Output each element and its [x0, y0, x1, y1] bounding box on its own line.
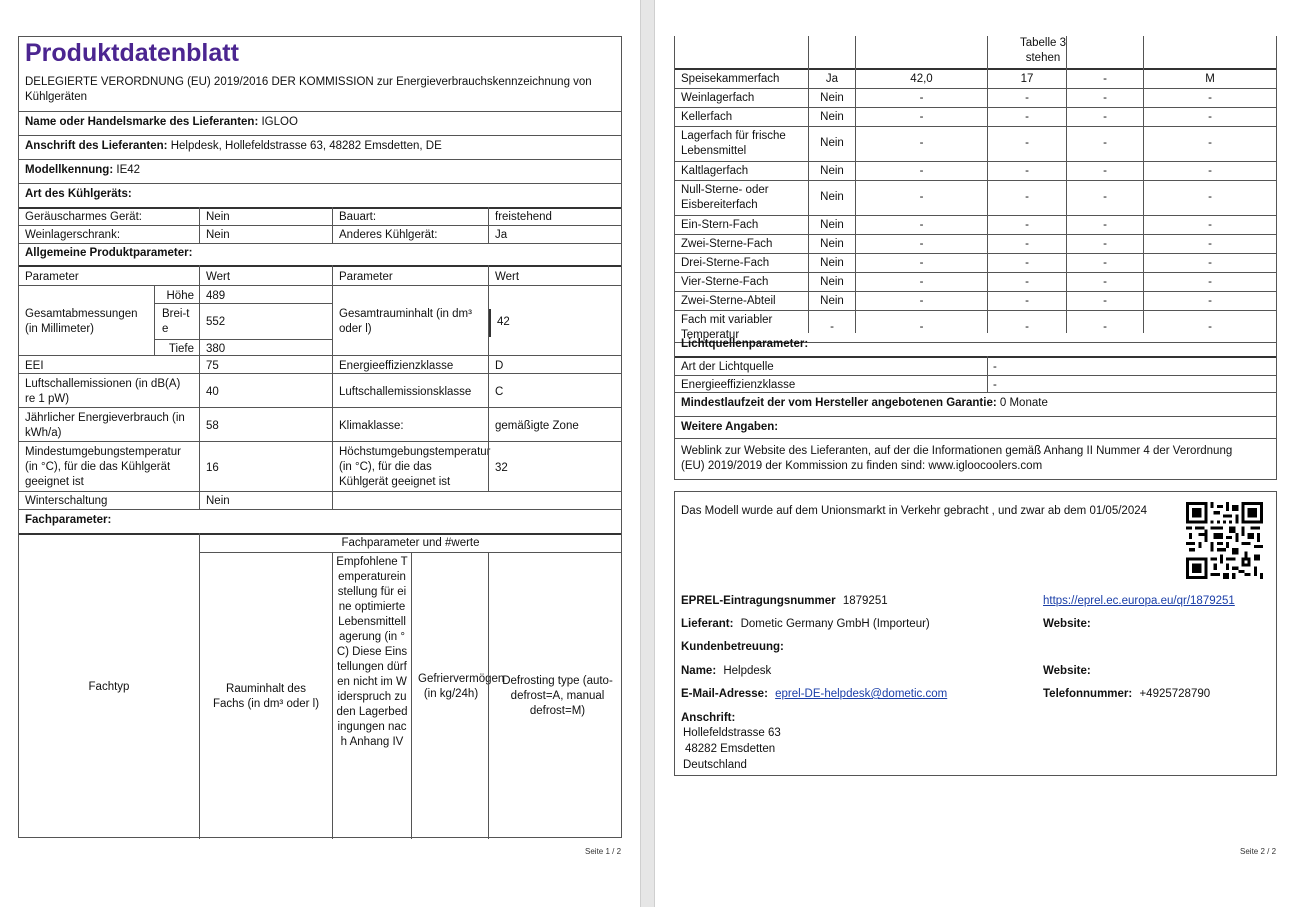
- light-row-2-label: Energieeffizienzklasse: [681, 379, 796, 391]
- fach-row-temp: -: [1025, 295, 1029, 307]
- supplier-value: IGLOO: [261, 116, 298, 128]
- type-row-2-label-1: Weinlagerschrank:: [25, 229, 121, 241]
- fach-row-temp: -: [1025, 92, 1029, 104]
- page-number-1: Seite 1 / 2: [585, 847, 622, 856]
- param-row-eei-label-2: Energieeffizienzklasse: [339, 360, 454, 372]
- website-label: Website:: [1043, 618, 1091, 630]
- fach-row-gef: -: [1103, 165, 1107, 177]
- param-row-energy-value-2: gemäßigte Zone: [495, 420, 579, 432]
- fach-row-vol: -: [919, 219, 924, 231]
- anschrift-label: Anschrift:: [681, 712, 736, 724]
- fach-row-def: -: [1208, 295, 1212, 307]
- param-row-noise-label: Luftschallemissionen (in dB(A) re 1 pW): [25, 378, 181, 405]
- fach-row-def: -: [1208, 137, 1212, 149]
- model-label: Modellkennung:: [25, 164, 114, 176]
- fach-row-gef: -: [1103, 257, 1107, 269]
- eprel-label: EPREL-Eintragungsnummer: [681, 595, 836, 607]
- name-row: [675, 662, 1035, 681]
- anschrift-line-2: 48282 Emsdetten: [685, 743, 776, 755]
- empfohlene-header: Empfohlene Temperatureinstellung für eine optimierte Lebensmittellagerung (in °C) Diese Einstellungen dürfen nicht im Widerspruch zu den Lagerbedingungen nach Anhang IV: [336, 556, 408, 748]
- model-row: [19, 161, 619, 180]
- fach-row-gef: -: [1103, 73, 1107, 85]
- gefrier-header: Gefriervermögen (in kg/24h): [418, 673, 505, 700]
- page-2: [655, 0, 1292, 907]
- fach-row-def: -: [1208, 219, 1212, 231]
- param-row-energy-value: 58: [206, 420, 219, 432]
- fach-row-vol: -: [919, 257, 924, 269]
- rauminhalt-header: Rauminhalt des Fachs (in dm³ oder l): [212, 683, 320, 710]
- page-gutter: [640, 0, 655, 907]
- fach-row-vol: -: [919, 276, 924, 288]
- weblink-text: Weblink zur Website des Lieferanten, auf der die Informationen gemäß Anhang II Nummer 4 der Verordnung (EU) 2019/2019 der Kommission zu finden sind: www.igloocoolers.com: [681, 445, 1233, 472]
- type-row-1-label-2: Bauart:: [339, 211, 377, 223]
- breite-label: Brei-te: [162, 308, 190, 335]
- fach-row-name: Kaltlagerfach: [681, 165, 749, 177]
- volume-value: 42: [497, 316, 510, 328]
- fach-row-temp: -: [1025, 165, 1029, 177]
- name-value: Helpdesk: [723, 665, 772, 677]
- breite-value: 552: [206, 316, 226, 328]
- lieferant-label: Lieferant:: [681, 618, 734, 630]
- fach-row-name: Fach mit variabler Temperatur: [681, 314, 773, 341]
- fach-table-continued: [674, 36, 1277, 439]
- type-row-1-value-1: Nein: [206, 211, 230, 223]
- fach-row-temp: -: [1025, 238, 1029, 250]
- fach-row-gef: -: [1103, 191, 1107, 203]
- param-row-eei-label: EEI: [25, 360, 44, 372]
- type-row-2-label-2: Anderes Kühlgerät:: [339, 229, 438, 241]
- warranty-value: 0 Monate: [999, 397, 1048, 409]
- light-row-1-value: -: [993, 361, 997, 373]
- fach-row-gef: -: [1103, 295, 1107, 307]
- fach-row-ja: Nein: [820, 219, 844, 231]
- eprel-box: [674, 491, 1277, 776]
- fach-row-name: Drei-Sterne-Fach: [681, 257, 770, 269]
- light-row-2-value: -: [993, 379, 997, 391]
- fach-row-def: -: [1208, 165, 1212, 177]
- fach-row-ja: Ja: [825, 73, 839, 85]
- fach-row-temp: -: [1025, 137, 1029, 149]
- warranty-label: Mindestlaufzeit der vom Hersteller angebotenen Garantie:: [681, 397, 997, 409]
- eprel-link[interactable]: https://eprel.ec.europa.eu/qr/1879251: [1043, 595, 1235, 607]
- hoehe-value: 489: [206, 290, 226, 302]
- warranty-row: [675, 394, 1275, 413]
- general-heading: Allgemeine Produktparameter:: [25, 247, 193, 259]
- fach-row-name: Kellerfach: [681, 111, 733, 123]
- weblink-box: [674, 438, 1277, 480]
- lieferant-row: [675, 615, 1035, 634]
- fach-row-def: -: [1208, 111, 1212, 123]
- fach-row-def: -: [1208, 321, 1212, 333]
- kunden-heading: Kundenbetreuung:: [681, 641, 784, 653]
- fach-row-ja: Nein: [820, 92, 844, 104]
- email-row: [675, 685, 1035, 704]
- param-header-1: Parameter: [25, 271, 79, 283]
- type-heading: Art des Kühlgeräts:: [25, 188, 132, 200]
- anschrift-line-1: Hollefeldstrasse 63: [683, 727, 781, 739]
- value-header-2: Wert: [495, 271, 520, 283]
- fach-row-ja: Nein: [820, 137, 844, 149]
- fach-row-ja: Nein: [820, 238, 844, 250]
- fach-row-temp: -: [1025, 219, 1029, 231]
- param-header-2: Parameter: [339, 271, 393, 283]
- fach-row-vol: 42,0: [910, 73, 933, 85]
- fach-row-vol: -: [919, 238, 924, 250]
- light-heading: Lichtquellenparameter:: [681, 338, 809, 350]
- type-row-1-label-1: Geräuscharmes Gerät:: [25, 211, 142, 223]
- param-row-maxtemp-value: 32: [495, 462, 508, 474]
- fach-row-ja: Nein: [820, 276, 844, 288]
- phone-label: Telefonnummer:: [1043, 688, 1133, 700]
- fach-row-def: -: [1208, 238, 1212, 250]
- fach-row-temp: -: [1025, 191, 1029, 203]
- anschrift-line-3: Deutschland: [683, 759, 747, 771]
- email-link[interactable]: eprel-DE-helpdesk@dometic.com: [775, 688, 948, 700]
- fach-row-name: Ein-Stern-Fach: [681, 219, 759, 231]
- winter-value: Nein: [206, 495, 230, 507]
- phone-value: +4925728790: [1139, 688, 1211, 700]
- address-row: [19, 137, 619, 156]
- fach-row-gef: -: [1103, 219, 1107, 231]
- winter-label: Winterschaltung: [25, 495, 108, 507]
- tiefe-label: Tiefe: [168, 343, 194, 355]
- defrost-header: Defrosting type (auto-defrost=A, manual defrost=M): [502, 675, 613, 717]
- fach-row-vol: -: [919, 165, 924, 177]
- lieferant-value: Dometic Germany GmbH (Importeur): [740, 618, 930, 630]
- fach-row-ja: Nein: [820, 111, 844, 123]
- fach-row-vol: -: [919, 295, 924, 307]
- page-number-2: Seite 2 / 2: [1240, 847, 1277, 856]
- hoehe-label: Höhe: [166, 290, 194, 302]
- param-row-mintemp-value: 16: [206, 462, 219, 474]
- table3-label: Tabelle 3 stehen: [1019, 37, 1067, 64]
- fach-row-def: -: [1208, 92, 1212, 104]
- fach-group-header: Fachparameter und #werte: [341, 537, 480, 549]
- fach-row-temp: 17: [1020, 73, 1034, 85]
- eprel-value: 1879251: [842, 595, 888, 607]
- fach-row-def: -: [1208, 276, 1212, 288]
- fach-row-ja: Nein: [820, 165, 844, 177]
- address-label: Anschrift des Lieferanten:: [25, 140, 168, 152]
- fach-row-vol: -: [919, 191, 924, 203]
- fach-row-def: -: [1208, 191, 1212, 203]
- param-row-noise-value-2: C: [495, 386, 504, 398]
- eprel-row: [675, 592, 1035, 611]
- email-label: E-Mail-Adresse:: [681, 688, 768, 700]
- website2-label: Website:: [1043, 665, 1091, 677]
- fach-row-gef: -: [1103, 111, 1107, 123]
- regulation-text: DELEGIERTE VERORDNUNG (EU) 2019/2016 DER KOMMISSION zur Energieverbrauchskennzeichnung von Kühlgeräten: [25, 76, 592, 103]
- fach-row-name: Zwei-Sterne-Fach: [681, 238, 773, 250]
- fach-row-gef: -: [1103, 276, 1107, 288]
- fach-row-name: Zwei-Sterne-Abteil: [681, 295, 776, 307]
- param-row-eei-value-2: D: [495, 360, 504, 372]
- fach-row-temp: -: [1025, 257, 1029, 269]
- fach-heading: Fachparameter:: [25, 514, 112, 526]
- fach-row-gef: -: [1103, 321, 1107, 333]
- param-row-energy-label-2: Klimaklasse:: [339, 420, 404, 432]
- supplier-label: Name oder Handelsmarke des Lieferanten:: [25, 116, 259, 128]
- qr-code-icon[interactable]: [1186, 502, 1263, 579]
- page-1: [0, 0, 640, 907]
- param-row-maxtemp-label: Höchstumgebungstemperatur (in °C), für die das Kühlgerät geeignet ist: [339, 446, 491, 488]
- param-row-mintemp-label: Mindestumgebungstemperatur (in °C), für die das Kühlgerät geeignet ist: [25, 446, 181, 488]
- fach-row-name: Weinlagerfach: [681, 92, 755, 104]
- volume-label: Gesamtrauminhalt (in dm³ oder l): [339, 308, 472, 335]
- fach-row-gef: -: [1103, 238, 1107, 250]
- address-value: Helpdesk, Hollefeldstrasse 63, 48282 Emsdetten, DE: [170, 140, 442, 152]
- fach-row-gef: -: [1103, 92, 1107, 104]
- name-label: Name:: [681, 665, 717, 677]
- param-row-noise-value: 40: [206, 386, 219, 398]
- dimensions-label: Gesamtabmessungen (in Millimeter): [25, 308, 138, 335]
- fach-row-vol: -: [919, 111, 924, 123]
- more-heading: Weitere Angaben:: [681, 421, 779, 433]
- datasheet-frame: [18, 36, 622, 838]
- fach-row-def: -: [1208, 257, 1212, 269]
- type-row-1-value-2: freistehend: [495, 211, 552, 223]
- fach-row-vol: -: [919, 92, 924, 104]
- supplier-row: [19, 113, 619, 132]
- fach-row-ja: Nein: [820, 257, 844, 269]
- fachtyp-header: Fachtyp: [88, 681, 130, 693]
- model-value: IE42: [116, 164, 141, 176]
- fach-row-name: Vier-Sterne-Fach: [681, 276, 769, 288]
- param-row-energy-label: Jährlicher Energieverbrauch (in kWh/a): [25, 412, 185, 439]
- fach-row-ja: -: [830, 321, 834, 333]
- fach-row-temp: -: [1025, 321, 1029, 333]
- type-row-2-value-1: Nein: [206, 229, 230, 241]
- param-row-eei-value: 75: [206, 360, 219, 372]
- tiefe-value: 380: [206, 343, 226, 355]
- type-row-2-value-2: Ja: [495, 229, 508, 241]
- light-row-1-label: Art der Lichtquelle: [681, 361, 774, 373]
- param-row-noise-label-2: Luftschallemissionsklasse: [339, 386, 472, 398]
- phone-row: [1037, 685, 1272, 704]
- fach-row-name: Speisekammerfach: [681, 73, 780, 85]
- fach-row-ja: Nein: [820, 295, 844, 307]
- fach-row-def: M: [1205, 73, 1215, 85]
- fach-row-temp: -: [1025, 276, 1029, 288]
- value-header-1: Wert: [206, 271, 231, 283]
- fach-row-temp: -: [1025, 111, 1029, 123]
- fach-row-name: Null-Sterne- oder Eisbereiterfach: [681, 184, 769, 211]
- fach-row-vol: -: [919, 321, 924, 333]
- fach-row-name: Lagerfach für frische Lebensmittel: [681, 130, 786, 157]
- fach-row-gef: -: [1103, 137, 1107, 149]
- page-title: Produktdatenblatt: [25, 39, 239, 67]
- fach-row-vol: -: [919, 137, 924, 149]
- fach-row-ja: Nein: [820, 191, 844, 203]
- market-text: Das Modell wurde auf dem Unionsmarkt in Verkehr gebracht , und zwar ab dem 01/05/2024: [681, 505, 1148, 517]
